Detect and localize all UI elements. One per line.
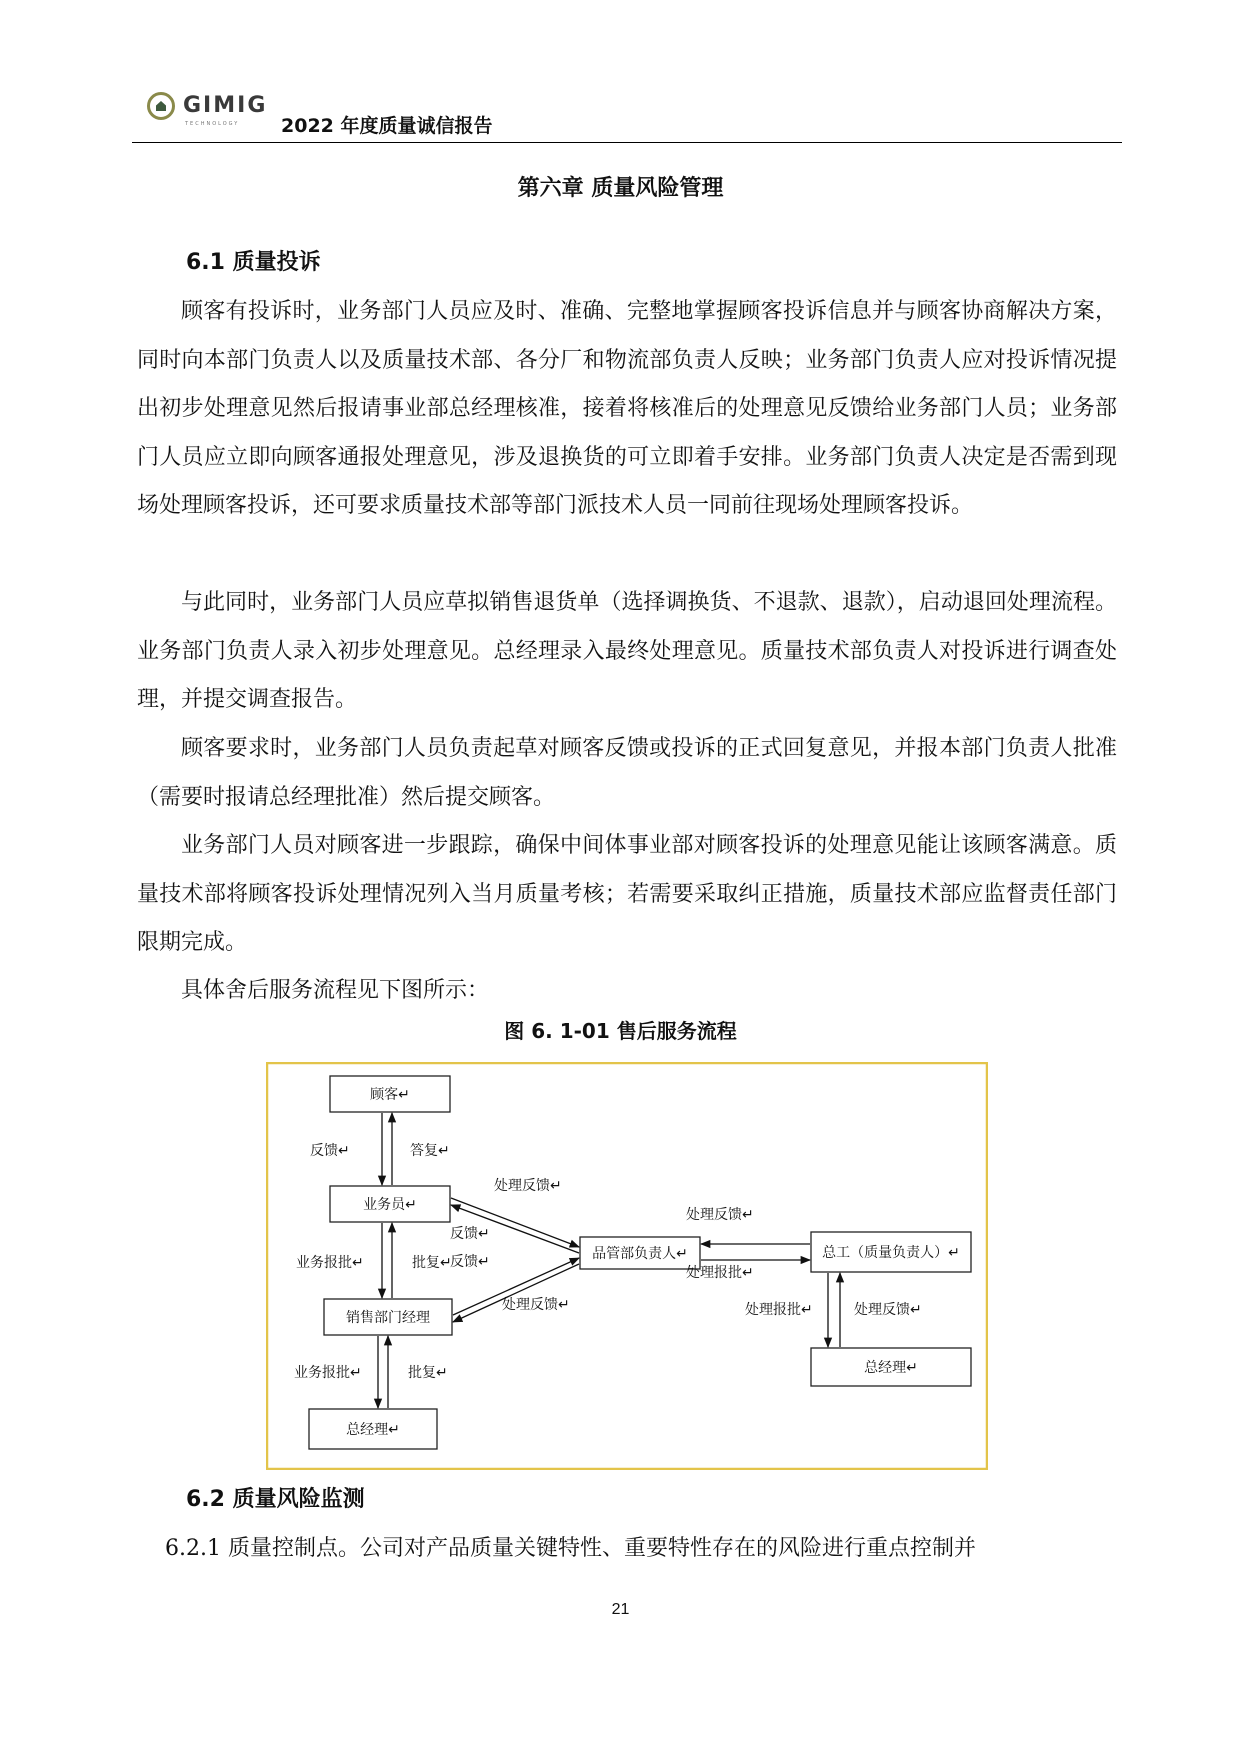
node-salesperson	[330, 1186, 450, 1222]
paragraph-first-line: 6.2.1 质量控制点。公司对产品质量关键特性、重要特性存在的风险进行重点控制并	[165, 1536, 976, 1561]
edge-label-process-report-lower: 处理报批↵	[745, 1302, 813, 1318]
edge-label-biz-report-1: 业务报批↵	[296, 1255, 364, 1271]
svg-text:总经理↵: 总经理↵	[864, 1360, 918, 1376]
report-title: 2022 年度质量诚信报告	[281, 115, 493, 137]
edge-label-process-feedback-lower: 处理反馈↵	[854, 1302, 922, 1318]
header-divider	[132, 142, 1122, 143]
chapter-title: 第六章 质量风险管理	[517, 176, 724, 201]
paragraph: 顾客有投诉时，业务部门人员应及时、准确、完整地掌握顾客投诉信息并与顾客协商解决方案，同时向本部门负责人以及质量技术部、各分厂和物流部负责人反映；业务部门负责人应对投诉情况提出初步处理意见然后报请事业部总经理核准，接着将核准后的处理意见反馈给业务部门人员；业务部门人员应立即向顾客通报处理意见，涉及退换货的可立即着手安排。业务部门负责人决定是否需到现场处理顾客投诉，还可要求质量技术部等部门派技术人员一同前往现场处理顾客投诉。	[137, 299, 1117, 518]
edge-label-reply: 答复↵	[410, 1143, 450, 1159]
edge-label-biz-report-2: 业务报批↵	[294, 1365, 362, 1381]
edge-label-feedback: 反馈↵	[310, 1143, 350, 1159]
page-number: 21	[611, 1601, 630, 1618]
paragraph: 业务部门人员对顾客进一步跟踪，确保中间体事业部对顾客投诉的处理意见能让该顾客满意。质量技术部将顾客投诉处理情况列入当月质量考核；若需要采取纠正措施，质量技术部应监督责任部门限期完成。	[137, 833, 1117, 955]
section-heading-6-2: 6.2 质量风险监测	[186, 1487, 365, 1512]
svg-text:总工（质量负责人）↵: 总工（质量负责人）↵	[822, 1245, 960, 1261]
edge-label-feedback-b: 反馈↵	[450, 1254, 490, 1270]
node-sales-manager	[324, 1299, 452, 1335]
edge-label-process-report-right: 处理报批↵	[686, 1265, 754, 1281]
node-customer	[330, 1076, 450, 1112]
after-sales-flow-diagram	[266, 1062, 988, 1470]
node-chief-engineer	[811, 1232, 971, 1272]
paragraph: 与此同时，业务部门人员应草拟销售退货单（选择调换货、不退款、退款），启动退回处理流程。业务部门负责人录入初步处理意见。总经理录入最终处理意见。质量技术部负责人对投诉进行调查处理，并提交调查报告。	[137, 590, 1117, 712]
section-heading-6-1: 6.1 质量投诉	[186, 250, 321, 275]
logo-house-icon	[147, 92, 175, 120]
figure-caption: 图 6. 1-01 售后服务流程	[504, 1019, 737, 1043]
svg-text:总经理↵: 总经理↵	[346, 1422, 400, 1438]
node-qc-head	[580, 1237, 700, 1269]
edge-label-process-feedback-top: 处理反馈↵	[494, 1178, 562, 1194]
svg-text:业务员↵: 业务员↵	[363, 1197, 417, 1213]
edge-label-feedback-a: 反馈↵	[450, 1226, 490, 1242]
edge-label-process-feedback-bottom: 处理反馈↵	[502, 1297, 570, 1313]
paragraph: 顾客要求时，业务部门人员负责起草对顾客反馈或投诉的正式回复意见，并报本部门负责人批准（需要时报请总经理批准）然后提交顾客。	[137, 736, 1117, 810]
paragraph: 具体舍后服务流程见下图所示：	[181, 978, 490, 1003]
logo-text: GIMIG	[183, 93, 268, 118]
node-general-manager-right	[811, 1348, 971, 1386]
edge-label-approve-2: 批复↵	[408, 1365, 448, 1381]
svg-text:品管部负责人↵: 品管部负责人↵	[592, 1246, 688, 1262]
flow-diagram-svg	[266, 1062, 988, 1470]
svg-text:销售部门经理: 销售部门经理	[346, 1310, 430, 1326]
company-logo	[147, 92, 275, 132]
edge-label-process-feedback-right: 处理反馈↵	[686, 1207, 754, 1223]
node-general-manager-left	[309, 1409, 437, 1449]
edge-label-approve-1: 批复↵	[412, 1255, 452, 1271]
svg-text:顾客↵: 顾客↵	[370, 1087, 410, 1103]
logo-subtext: TECHNOLOGY	[185, 121, 240, 127]
